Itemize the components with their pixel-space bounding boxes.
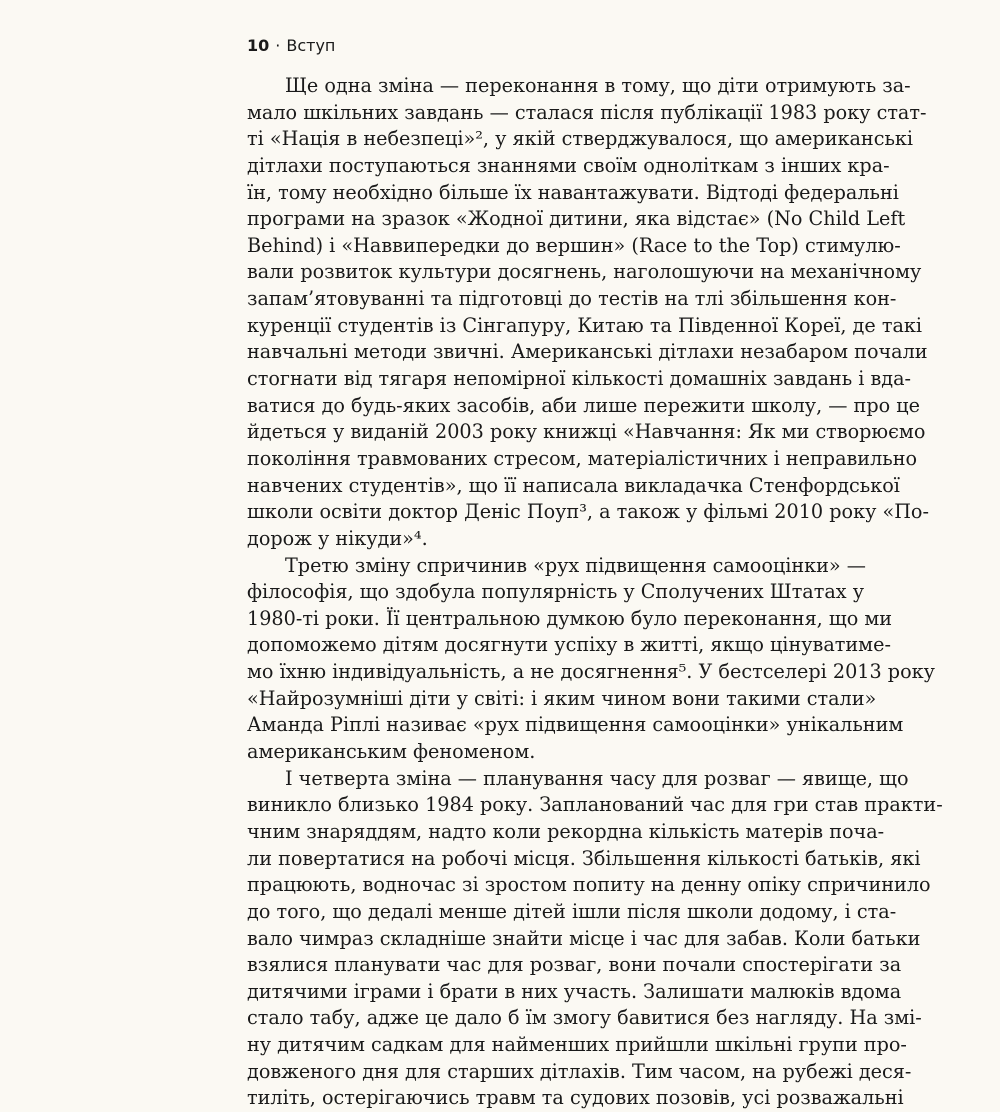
text-line: виникло близько 1984 року. Запланований час для гри став практи- [247,793,943,817]
text-line: «Найрозумніші діти у світі: і яким чином вони такими стали» [247,686,877,710]
text-line: Аманда Ріплі називає «рух підвищення самооцінки» унікальним [247,713,904,737]
text-line: дітлахи поступаються знаннями своїм одноліткам з інших кра- [247,153,890,177]
text-line: довженого дня для старших дітлахів. Тим часом, на рубежі деся- [247,1059,912,1083]
text-line: мало шкільних завдань — сталася після публікації 1983 року стат- [247,100,927,124]
text-line: йдеться у виданій 2003 року книжці «Навчання: Як ми створюємо [247,420,926,444]
text-line: програми на зразок «Жодної дитини, яка відстає» (No Child Left [247,207,906,231]
header-separator: · [275,36,281,55]
text-line: дитячими іграми і брати в них участь. Залишати малюків вдома [247,979,902,1003]
text-line: допоможемо дітям досягнути успіху в житті, якщо цінуватиме- [247,633,891,657]
text-line: школи освіти доктор Деніс Поуп³, а також у фільмі 2010 року «По- [247,500,929,524]
text-line: дорож у нікуди»⁴. [247,526,428,550]
text-line: запам’ятовуванні та підготовці до тестів на тлі збільшення кон- [247,287,897,311]
text-line: взялися планувати час для розваг, вони почали спостерігати за [247,953,902,977]
text-line: стогнати від тягаря непомірної кількості домашніх завдань і вда- [247,367,912,391]
text-line: покоління травмованих стресом, матеріалістичних і неправильно [247,446,918,470]
text-line: Ще одна зміна — переконання в тому, що діти отримують за- [285,74,911,97]
text-line: Behind) і «Наввипередки до вершин» (Race to the Top) стимулю- [247,233,901,257]
text-line: філософія, що здобула популярність у Сполучених Штатах у [247,580,865,604]
text-line: І четверта зміна — планування часу для розваг — явище, що [285,766,909,790]
running-head [247,36,335,55]
text-line: куренції студентів із Сінгапуру, Китаю та Південної Кореї, де такі [247,313,923,337]
text-line: 1980-ті роки. Її центральною думкою було переконання, що ми [247,606,893,630]
text-line: працюють, водночас зі зростом попиту на денну опіку спричинило [247,873,931,897]
text-line: ну дитячим садкам для найменших прийшли шкільні групи про- [247,1033,907,1057]
text-line: ватися до будь-яких засобів, аби лише пережити школу, — про це [247,393,920,417]
text-line: навчальні методи звичні. Американські дітлахи незабаром почали [247,340,928,364]
text-line: вало чимраз складніше знайти місце і час для забав. Коли батьки [247,926,921,950]
text-line: Третю зміну спричинив «рух підвищення самооцінки» — [285,553,866,577]
text-line: вали розвиток культури досягнень, наголошуючи на механічному [247,260,922,284]
text-line: їн, тому необхідно більше їх навантажувати. Відтоді федеральні [247,180,899,204]
text-line: ті «Нація в небезпеці»², у якій стверджувалося, що американські [247,127,914,151]
text-line: мо їхню індивідуальність, а не досягнення⁵. У бестселері 2013 року [247,660,935,684]
text-line: американським феноменом. [247,740,536,764]
text-line: навчених студентів», що її написала викладачка Стенфордської [247,473,900,497]
text-line: тиліть, остерігаючись травм та судових позовів, усі розважальні [247,1086,904,1110]
text-line: до того, що дедалі менше дітей ішли після школи додому, і ста- [247,899,897,923]
text-line: чним знаряддям, надто коли рекордна кількість матерів поча- [247,819,885,843]
body-text [247,73,943,1112]
page-number: 10 [247,36,270,55]
text-line: ли повертатися на робочі місця. Збільшення кількості батьків, які [247,846,921,870]
text-line: стало табу, адже це дало б їм змогу бавитися без нагляду. На змі- [247,1006,922,1030]
section-title: Вступ [286,36,336,55]
